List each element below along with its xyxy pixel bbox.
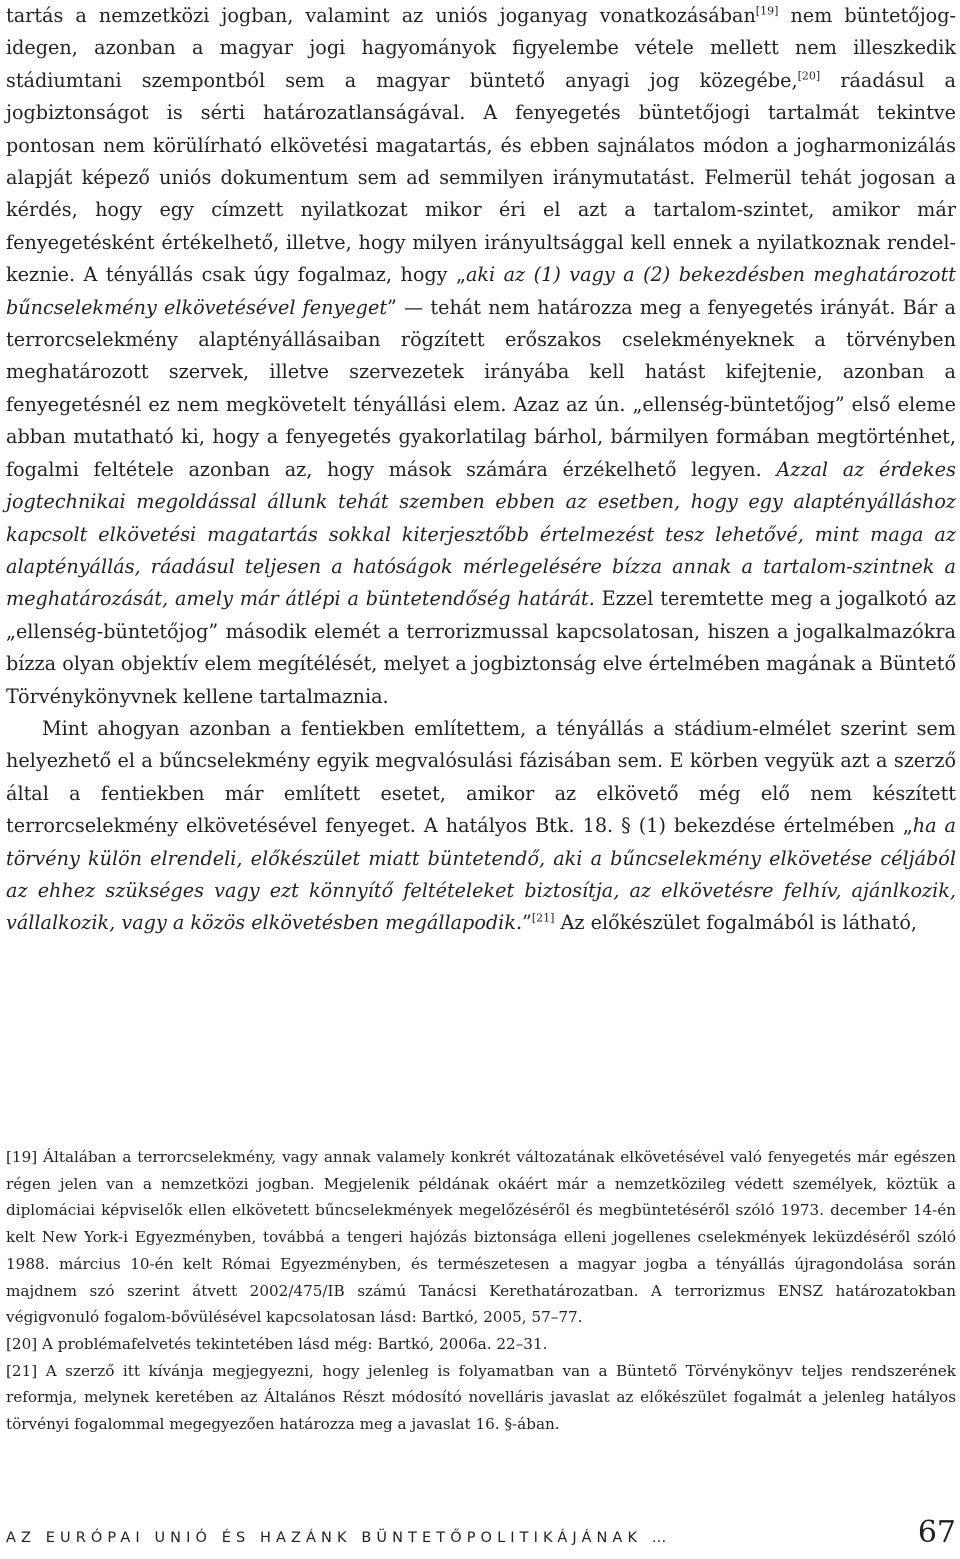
footnotes [6, 1144, 956, 1438]
running-title: AZ EURÓPAI UNIÓ ÉS HAZÁNK BÜNTETŐPOLITIKÁJÁNAK … [6, 1530, 672, 1546]
text-run: Az előkészület fogalmából is látható, [554, 911, 918, 935]
footnote-21: [21] A szerző itt kívánja megjegyezni, hogy jelenleg is folyamatban van a Büntető Törvénykönyv teljes rendszerének reformja, melynek keretében az Általános Részt módosító novelláris javaslat az előkészület fogalmát a jelenleg hatályos törvényi fogalommal megegyezően határozza meg a javaslat 16. §-ában. [6, 1361, 956, 1434]
footnote-19: [19] Általában a terrorcselekmény, vagy annak valamely konkrét változatának elkövetésével való fenyegetés már egészen régen jelen van a nemzetközi jogban. Megjelenik példának okáért már a nemzetközileg védett személyek, köztük a diplomáciai képviselők ellen elkövetett bűncselekmények megelőzéséről és megbüntetéséről szóló 1973. december 14-én kelt New York-i Egyezményben, továbbá a tengeri hajózás biztonsága elleni jogellenes cselekmények leküzdéséről szóló 1988. március 10-én kelt Római Egyezményben, és természetesen a magyar jogba a tényállás újragondolása során majdnem szó szerint átvett 2002/475/IB számú Tanácsi Kerethatározatban. A terrorizmus ENSZ határozatokban végigvonuló fogalom-bővülésével kapcsolatosan lásd: Bartkó, 2005, 57–77. [6, 1148, 956, 1327]
page [6, 0, 956, 940]
footnote-20: [20] A problémafelvetés tekintetében lásd még: Bartkó, 2006a. 22–31. [6, 1334, 548, 1353]
paragraph-2 [6, 713, 956, 940]
text-run: Mint ahogyan azonban a fentiekben említettem, a tényállás a stádium-elmélet szerint sem helyezhető el a bűncselekmény egyik megvalósulási fázisában sem. E körben vegyük azt a szerző által a fentiekben már említett esetet, amikor az elkövető még elő nem készített terrorcselekmény elkövetésével fenyeget. A hatályos Btk. 18. § (1) bekezdése értelmében „ [6, 716, 956, 838]
page-footer [6, 1516, 956, 1556]
quoted-statute-text: aki az (1) vagy a (2) bekezdésben meghatározott bűncselekmény elkövetésével fenyeget [6, 263, 956, 319]
paragraph-1 [6, 0, 956, 713]
text-run: ” [522, 911, 532, 935]
main-text [6, 0, 956, 940]
text-run: nem büntetőjog-idegen, azonban a magyar jogi hagyományok figyelembe vétele mellett nem illeszkedik stádiumtani szempontból sem a magyar büntető anyagi jog közegébe, [6, 4, 956, 92]
text-run: ” — tehát nem határozza meg a fenyegetés irányát. Bár a terrorcselekmény alaptényállásaiban rögzített erőszakos cselekményeknek a törvényben meghatározott szervek, illetve szervezetek irányába kell hatást kifejtenie, azonban a fenyegetésnél ez nem megkövetelt tényállási elem. Azaz az ún. „ellenség-büntetőjog” első eleme abban mutatható ki, hogy a fenyegetés gyakorlatilag bárhol, bármilyen formában megtörténhet, fogalmi feltétele azonban az, hogy mások számára érzékelhető legyen. [6, 295, 956, 481]
footnote-ref-21[interactable]: [21] [531, 911, 555, 925]
italic-emphasis: Azzal az érdekes jogtechnikai megoldással állunk tehát szemben ebben az esetben, hogy egy alaptényálláshoz kapcsolt elkövetési magatartás sokkal kiterjesztőbb értelmezést tesz lehetővé, mint maga az alaptényállás, ráadásul teljesen a hatóságok mérlegelésére bízza annak a tartalom-szintnek a meghatározását, amely már átlépi a büntetendőség határát. [6, 457, 956, 611]
text-run: Ezzel teremtette meg a jogalkotó az „ellenség-büntetőjog” második elemét a terrorizmussal kapcsolatosan, hiszen a jogalkalmazókra bízza olyan objektív elem megítélését, melyet a jogbiztonság elve értelmében magának a Büntető Törvénykönyvnek kellene tartalmaznia. [6, 587, 956, 708]
footnote-ref-20[interactable]: [20] [797, 69, 821, 83]
text-run: tartás a nemzetközi jogban, valamint az uniós joganyag vonatkozásában [6, 4, 756, 27]
text-run: ráadásul a jogbiztonságot is sérti határozatlanságával. A fenyegetés büntetőjogi tartalmát tekintve pontosan nem körülírható elkövetési magatartás, és ebben sajnálatos módon a jogharmonizálás alapját képező uniós dokumentum sem ad semmilyen iránymutatást. Felmerül tehát jogosan a kérdés, hogy egy címzett nyilatkozat mikor éri el azt a tartalom-szintet, amikor már fenyegetésként értékelhető, illetve, hogy milyen irányultsággal kell ennek a nyilatkoznak rendelkeznie. A tényállás csak úgy fogalmaz, hogy „ [6, 68, 956, 287]
footnote-ref-19[interactable]: [19] [755, 4, 779, 18]
page-number: 67 [917, 1515, 956, 1550]
quoted-statute-text: ha a törvény külön elrendeli, előkészület miatt büntetendő, aki a bűncselekmény elkövetése céljából az ehhez szükséges vagy ezt könnyítő feltételeket biztosítja, az elkövetésre felhív, ajánlkozik, vállalkozik, vagy a közös elkövetésben megállapodik. [6, 814, 956, 935]
